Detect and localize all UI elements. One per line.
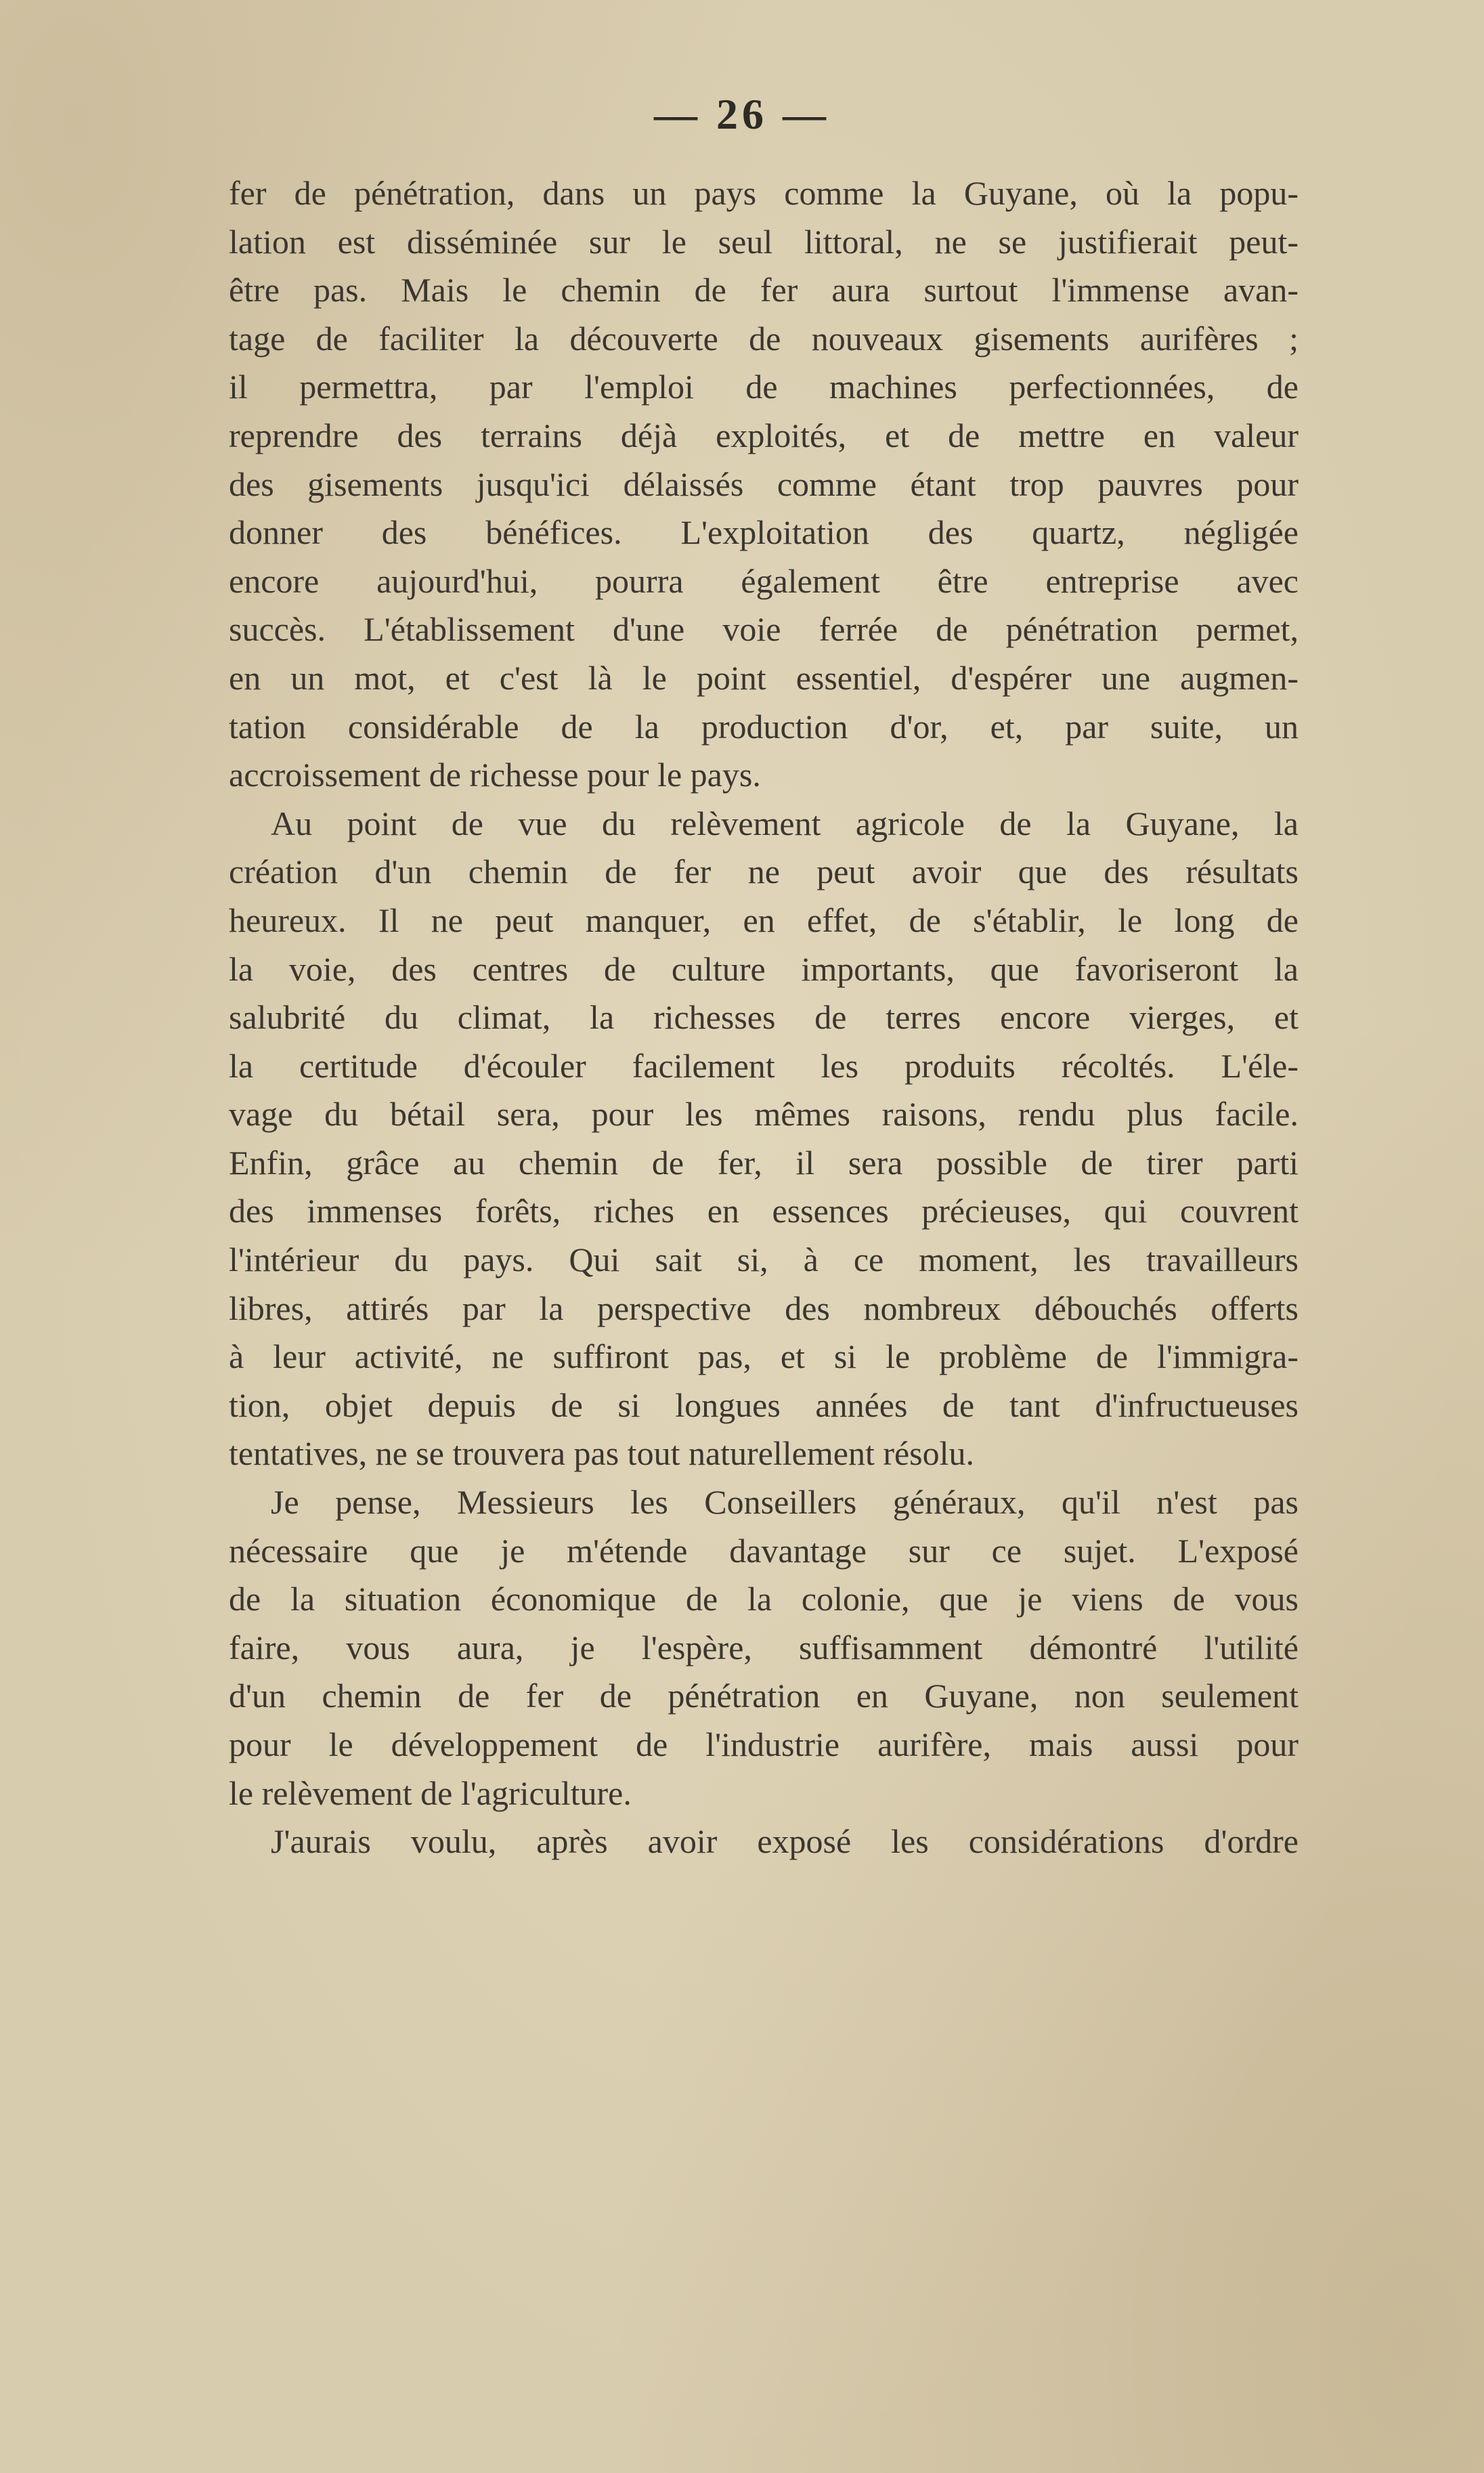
text-line: Je pense, Messieurs les Conseillers généraux, qu'il n'est pas [271, 1483, 1298, 1522]
text-line: Enfin, grâce au chemin de fer, il sera possible de tirer parti [229, 1143, 1298, 1182]
text-line: encore aujourd'hui, pourra également être entreprise avec [229, 561, 1298, 600]
text-line: libres, attirés par la perspective des nombreux débouchés offerts [229, 1289, 1298, 1327]
text-line: heureux. Il ne peut manquer, en effet, de s'établir, le long de [229, 901, 1298, 939]
text-line: J'aurais voulu, après avoir exposé les considérations d'ordre [271, 1822, 1298, 1861]
text-line: la voie, des centres de culture importants, que favoriseront la [229, 949, 1298, 988]
text-line: tion, objet depuis de si longues années de tant d'infructueuses [229, 1385, 1298, 1424]
text-line: fer de pénétration, dans un pays comme la Guyane, où la popu- [229, 174, 1298, 212]
text-line: tentatives, ne se trouvera pas tout naturellement résolu. [229, 1434, 975, 1473]
text-line: de la situation économique de la colonie, que je viens de vous [229, 1580, 1298, 1618]
text-line: tage de faciliter la découverte de nouveaux gisements aurifères ; [229, 319, 1298, 358]
text-line: lation est disséminée sur le seul littoral, ne se justifierait peut- [229, 222, 1298, 261]
text-line: à leur activité, ne suffiront pas, et si le problème de l'immigra- [229, 1337, 1298, 1376]
text-line: des immenses forêts, riches en essences précieuses, qui couvrent [229, 1192, 1298, 1230]
text-line: l'intérieur du pays. Qui sait si, à ce moment, les travailleurs [229, 1241, 1298, 1279]
text-line: donner des bénéfices. L'exploitation des quartz, négligée [229, 513, 1298, 552]
text-line: création d'un chemin de fer ne peut avoir que des résultats [229, 853, 1298, 891]
text-line: nécessaire que je m'étende davantage sur ce sujet. L'exposé [229, 1531, 1298, 1570]
text-line: être pas. Mais le chemin de fer aura surtout l'immense avan- [229, 271, 1298, 309]
text-line: le relèvement de l'agriculture. [229, 1773, 632, 1812]
text-line: Au point de vue du relèvement agricole de la Guyane, la [271, 804, 1298, 842]
body-text [229, 169, 1298, 1866]
text-line: la certitude d'écouler facilement les produits récoltés. L'éle- [229, 1046, 1298, 1085]
text-line: accroissement de richesse pour le pays. [229, 756, 761, 794]
text-line: succès. L'établissement d'une voie ferrée de pénétration permet, [229, 610, 1298, 649]
page-number: — 26 — [654, 90, 830, 138]
text-line: d'un chemin de fer de pénétration en Guyane, non seulement [229, 1677, 1298, 1715]
text-line: vage du bétail sera, pour les mêmes raisons, rendu plus facile. [229, 1095, 1298, 1134]
text-line: en un mot, et c'est là le point essentiel, d'espérer une augmen- [229, 658, 1298, 697]
text-line: tation considérable de la production d'or, et, par suite, un [229, 707, 1298, 746]
text-line: faire, vous aura, je l'espère, suffisamment démontré l'utilité [229, 1628, 1298, 1666]
text-line: salubrité du climat, la richesses de terres encore vierges, et [229, 998, 1298, 1037]
text-line: des gisements jusqu'ici délaissés comme étant trop pauvres pour [229, 465, 1298, 503]
text-line: pour le développement de l'industrie aurifère, mais aussi pour [229, 1725, 1298, 1763]
text-line: reprendre des terrains déjà exploités, et de mettre en valeur [229, 416, 1298, 454]
text-line: il permettra, par l'emploi de machines perfectionnées, de [229, 368, 1298, 406]
